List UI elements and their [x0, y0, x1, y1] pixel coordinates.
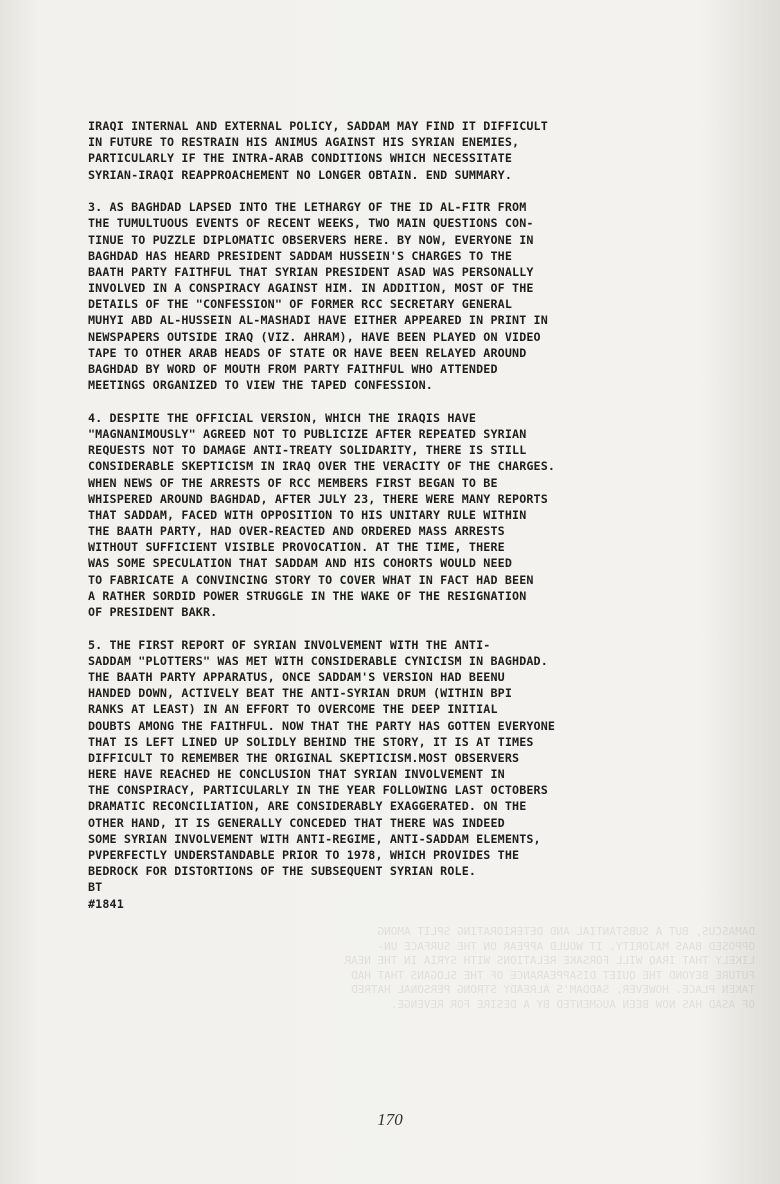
text-line: THE BAATH PARTY, HAD OVER-REACTED AND ORDERED MASS ARRESTS: [88, 524, 505, 539]
text-line: BAATH PARTY FAITHFUL THAT SYRIAN PRESIDENT ASAD WAS PERSONALLY: [88, 264, 534, 279]
text-line: PVPERFECTLY UNDERSTANDABLE PRIOR TO 1978, WHICH PROVIDES THE: [88, 848, 520, 863]
text-line: DETAILS OF THE "CONFESSION" OF FORMER RCC SECRETARY GENERAL: [88, 297, 513, 312]
message-number: #1841: [88, 896, 124, 911]
text-line: REQUESTS NOT TO DAMAGE ANTI-TREATY SOLIDARITY, THERE IS STILL: [88, 443, 527, 458]
text-line: THE BAATH PARTY APPARATUS, ONCE SADDAM'S VERSION HAD BEENU: [88, 669, 505, 684]
text-line: THAT SADDAM, FACED WITH OPPOSITION TO HIS UNITARY RULE WITHIN: [88, 507, 527, 522]
text-line: IN FUTURE TO RESTRAIN HIS ANIMUS AGAINST HIS SYRIAN ENEMIES,: [88, 135, 520, 150]
text-line: BAGHDAD BY WORD OF MOUTH FROM PARTY FAITHFUL WHO ATTENDED: [88, 362, 498, 377]
paragraph-3: [88, 199, 760, 393]
text-line: 3. AS BAGHDAD LAPSED INTO THE LETHARGY OF THE ID AL-FITR FROM: [88, 200, 527, 215]
text-line: TO FABRICATE A CONVINCING STORY TO COVER WHAT IN FACT HAD BEEN: [88, 572, 534, 587]
text-line: DRAMATIC RECONCILIATION, ARE CONSIDERABLY EXAGGERATED. ON THE: [88, 799, 527, 814]
text-line: SOME SYRIAN INVOLVEMENT WITH ANTI-REGIME, ANTI-SADDAM ELEMENTS,: [88, 831, 541, 846]
text-line: HERE HAVE REACHED HE CONCLUSION THAT SYRIAN INVOLVEMENT IN: [88, 767, 505, 782]
text-line: 5. THE FIRST REPORT OF SYRIAN INVOLVEMENT WITH THE ANTI-: [88, 637, 491, 652]
text-line: TAPE TO OTHER ARAB HEADS OF STATE OR HAVE BEEN RELAYED AROUND: [88, 345, 527, 360]
text-line: 4. DESPITE THE OFFICIAL VERSION, WHICH THE IRAQIS HAVE: [88, 410, 477, 425]
signoff-block: [88, 879, 760, 911]
text-line: PARTICULARLY IF THE INTRA-ARAB CONDITIONS WHICH NECESSITATE: [88, 151, 513, 166]
text-line: CONSIDERABLE SKEPTICISM IN IRAQ OVER THE VERACITY OF THE CHARGES.: [88, 459, 556, 474]
text-line: MEETINGS ORGANIZED TO VIEW THE TAPED CONFESSION.: [88, 378, 433, 393]
paragraph-4: [88, 410, 760, 620]
text-line: WHISPERED AROUND BAGHDAD, AFTER JULY 23, THERE WERE MANY REPORTS: [88, 491, 548, 506]
text-line: RANKS AT LEAST) IN AN EFFORT TO OVERCOME THE DEEP INITIAL: [88, 702, 498, 717]
text-line: HANDED DOWN, ACTIVELY BEAT THE ANTI-SYRIAN DRUM (WITHIN BPI: [88, 686, 513, 701]
paragraph-5: [88, 637, 760, 880]
text-line: DIFFICULT TO REMEMBER THE ORIGINAL SKEPTICISM.MOST OBSERVERS: [88, 750, 520, 765]
text-line: A RATHER SORDID POWER STRUGGLE IN THE WAKE OF THE RESIGNATION: [88, 588, 527, 603]
text-line: OTHER HAND, IT IS GENERALLY CONCEDED THAT THERE WAS INDEED: [88, 815, 505, 830]
bleed-through-text: DAMASCUS, BUT A SUBSTANTIAL AND DETERIORATING SPLIT AMONG OPPOSED BAAS MAJORITY. IT WOULD APPEAR ON THE SURFACE UN- LIKELY THAT IRAQ WILL FORSAKE RELATIONS WITH SYRIA IN THE NEAR FUTURE BEYOND THE QUIET DISAPPEARANCE OF THE SLOGANS THAT HAD TAKEN PLACE. HOWEVER, SADDAM'S ALREADY STRONG PERSONAL HATRED OF ASAD HAS NOW BEEN AUGMENTED BY A DESIRE FOR REVENGE.: [344, 925, 755, 1011]
text-line: BAGHDAD HAS HEARD PRESIDENT SADDAM HUSSEIN'S CHARGES TO THE: [88, 248, 513, 263]
paragraph-summary: [88, 118, 760, 183]
text-line: OF PRESIDENT BAKR.: [88, 605, 218, 620]
text-line: SYRIAN-IRAQI REAPPROACHEMENT NO LONGER OBTAIN. END SUMMARY.: [88, 167, 513, 182]
text-line: MUHYI ABD AL-HUSSEIN AL-MASHADI HAVE EITHER APPEARED IN PRINT IN: [88, 313, 548, 328]
text-line: "MAGNANIMOUSLY" AGREED NOT TO PUBLICIZE AFTER REPEATED SYRIAN: [88, 426, 527, 441]
text-line: THE TUMULTUOUS EVENTS OF RECENT WEEKS, TWO MAIN QUESTIONS CON-: [88, 216, 534, 231]
text-line: WITHOUT SUFFICIENT VISIBLE PROVOCATION. AT THE TIME, THERE: [88, 540, 505, 555]
text-line: THAT IS LEFT LINED UP SOLIDLY BEHIND THE STORY, IT IS AT TIMES: [88, 734, 534, 749]
bt-marker: BT: [88, 880, 103, 895]
text-line: WAS SOME SPECULATION THAT SADDAM AND HIS COHORTS WOULD NEED: [88, 556, 513, 571]
text-line: INVOLVED IN A CONSPIRACY AGAINST HIM. IN ADDITION, MOST OF THE: [88, 281, 534, 296]
text-line: THE CONSPIRACY, PARTICULARLY IN THE YEAR FOLLOWING LAST OCTOBERS: [88, 783, 548, 798]
text-line: NEWSPAPERS OUTSIDE IRAQ (VIZ. AHRAM), HAVE BEEN PLAYED ON VIDEO: [88, 329, 541, 344]
text-line: BEDROCK FOR DISTORTIONS OF THE SUBSEQUENT SYRIAN ROLE.: [88, 864, 477, 879]
text-line: DOUBTS AMONG THE FAITHFUL. NOW THAT THE PARTY HAS GOTTEN EVERYONE: [88, 718, 556, 733]
telegram-body: [88, 118, 760, 912]
text-line: WHEN NEWS OF THE ARRESTS OF RCC MEMBERS FIRST BEGAN TO BE: [88, 475, 498, 490]
page-number: 170: [377, 1110, 403, 1129]
text-line: TINUE TO PUZZLE DIPLOMATIC OBSERVERS HERE. BY NOW, EVERYONE IN: [88, 232, 534, 247]
text-line: SADDAM "PLOTTERS" WAS MET WITH CONSIDERABLE CYNICISM IN BAGHDAD.: [88, 653, 548, 668]
text-line: IRAQI INTERNAL AND EXTERNAL POLICY, SADDAM MAY FIND IT DIFFICULT: [88, 119, 548, 133]
